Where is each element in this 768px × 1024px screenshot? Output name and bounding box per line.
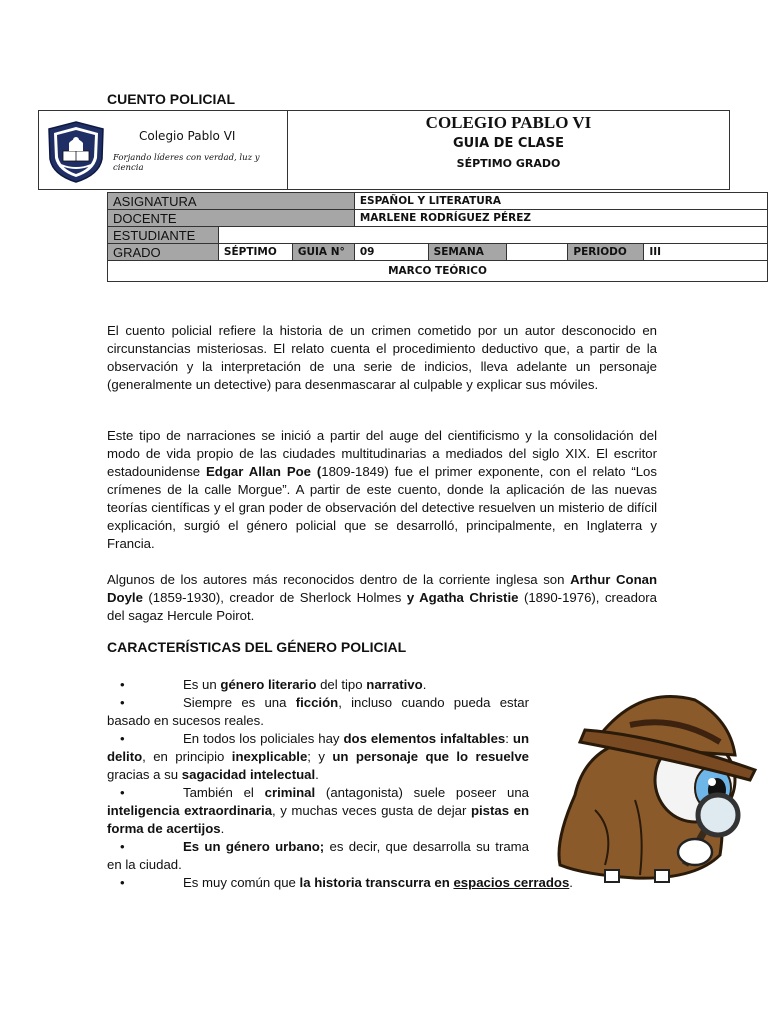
text-span: del tipo: [316, 677, 367, 692]
text-span: Es muy común que: [183, 875, 300, 890]
bold-span: ficción: [295, 695, 339, 710]
table-row: [108, 244, 768, 261]
bold-span: inteligencia extraordinaria: [107, 803, 273, 818]
school-crest-logo: [47, 121, 105, 183]
grado-value: SÉPTIMO: [218, 244, 292, 261]
text-span: :: [505, 731, 513, 746]
periodo-label: PERIODO: [568, 244, 644, 261]
bullet-glyph: •: [120, 875, 125, 890]
text-span: , y muchas veces gusta de dejar: [272, 803, 471, 818]
asignatura-label: ASIGNATURA: [108, 193, 355, 210]
header-box: [38, 110, 730, 190]
text-span: Siempre es una: [183, 695, 296, 710]
grado-label: GRADO: [108, 244, 219, 261]
text-span: .: [220, 821, 225, 836]
text-span: .: [422, 677, 427, 692]
text-span: , incluso cuando pueda estar basado en sucesos reales.: [107, 695, 530, 728]
bold-span: inexplicable: [231, 749, 308, 764]
text-span: Este tipo de narraciones se inició a partir del auge del cientificismo y la consolidación del modo de vida propio de las ciudades multitudinarias a mediados del siglo XIX. El escritor estadounidense: [107, 428, 657, 479]
bold-span: un delito: [107, 731, 530, 764]
docente-label: DOCENTE: [108, 210, 355, 227]
school-identity: [39, 111, 288, 189]
detective-eye-illustration: [545, 680, 760, 885]
school-name: Colegio Pablo VI: [139, 129, 236, 143]
bold-span: Es un género urbano;: [183, 839, 325, 854]
text-span: gracias a su: [107, 767, 182, 782]
asignatura-value: ESPAÑOL Y LITERATURA: [354, 193, 767, 210]
characteristics-list: [107, 676, 573, 892]
bold-span: género literario: [220, 677, 317, 692]
text-span: (1859-1930), creador de Sherlock Holmes: [142, 590, 407, 605]
semana-value: [506, 244, 568, 261]
paragraph-intro: El cuento policial refiere la historia de un crimen cometido por un autor desconocido en circunstancias misteriosas. El relato cuenta el procedimiento deductivo que, a partir de la observación y la interpretación de una serie de indicios, lleva adelante un personaje (generalmente un detective) para desenmascarar al culpable y explicar sus móviles.: [107, 323, 657, 392]
semana-label: SEMANA: [428, 244, 506, 261]
bullet-glyph: •: [120, 695, 125, 710]
text-span: (1890-1976), creadora del sagaz Hercule Poirot.: [107, 590, 658, 623]
bold-span: un personaje que lo resuelve: [332, 749, 529, 764]
list-item: [107, 838, 529, 874]
docente-value: MARLENE RODRÍGUEZ PÉREZ: [354, 210, 767, 227]
course-info-table: [107, 192, 768, 282]
text-span: Algunos de los autores más reconocidos dentro de la corriente inglesa son: [107, 572, 571, 587]
bold-span: dos elementos infaltables: [343, 731, 506, 746]
bold-span: Arthur Conan Doyle: [107, 572, 658, 605]
text-span: ; y: [307, 749, 333, 764]
text-span: .: [569, 875, 573, 890]
text-span: .: [315, 767, 319, 782]
paragraph-authors: [107, 571, 657, 625]
section-title: CARACTERÍSTICAS DEL GÉNERO POLICIAL: [107, 639, 407, 655]
text-span: (antagonista) suele poseer una: [315, 785, 530, 800]
guia-value: 09: [354, 244, 428, 261]
periodo-value: III: [644, 244, 768, 261]
text-span: , en principio: [142, 749, 232, 764]
table-row: [108, 210, 768, 227]
text-span: En todos los policiales hay: [183, 731, 344, 746]
marco-teorico-heading: MARCO TEÓRICO: [108, 261, 768, 282]
estudiante-field[interactable]: [218, 227, 767, 244]
bold-span: criminal: [264, 785, 316, 800]
school-heading: COLEGIO PABLO VI: [425, 113, 592, 132]
text-span: Es un: [183, 677, 221, 692]
bold-span: sagacidad intelectual: [181, 767, 316, 782]
school-motto: Forjando líderes con verdad, luz y ciencia: [113, 153, 260, 173]
bullet-glyph: •: [120, 731, 125, 746]
list-item: [107, 694, 529, 730]
underlined-span: espacios cerrados: [453, 875, 570, 890]
table-row: [108, 227, 768, 244]
grade-heading: SÉPTIMO GRADO: [456, 157, 561, 170]
bullet-glyph: •: [120, 677, 125, 692]
bold-span: la historia transcurra en: [299, 875, 454, 890]
bold-span: narrativo: [366, 677, 423, 692]
text-span: es decir, que desarrolla su trama en la ciudad.: [107, 839, 530, 872]
guide-heading: [288, 111, 729, 189]
list-item: [107, 730, 529, 784]
text-span: 1809-1849) fue el primer exponente, con el relato “Los crímenes de la calle Morgue”. A partir de este cuento, donde la aplicación de las nuevas teorías científicas y el gran poder de observación del detective resuelven un misterio de difícil explicación, surgió el género policial que se desarrolló, principalmente, en Inglaterra y Francia.: [107, 464, 657, 551]
table-row: [108, 261, 768, 282]
guia-label: GUIA N°: [292, 244, 354, 261]
text-span: También el: [183, 785, 265, 800]
bold-span: pistas en forma de acertijos: [107, 803, 529, 836]
bullet-glyph: •: [120, 785, 125, 800]
document-title: CUENTO POLICIAL: [107, 91, 236, 107]
estudiante-label: ESTUDIANTE: [108, 227, 219, 244]
bold-span: y Agatha Christie: [406, 590, 519, 605]
list-item: [107, 784, 529, 838]
guide-type: GUIA DE CLASE: [453, 136, 564, 151]
paragraph-history: [107, 427, 657, 553]
table-row: [108, 193, 768, 210]
list-item: [107, 676, 529, 694]
bold-span: Edgar Allan Poe (: [205, 464, 322, 479]
bullet-glyph: •: [120, 839, 125, 854]
